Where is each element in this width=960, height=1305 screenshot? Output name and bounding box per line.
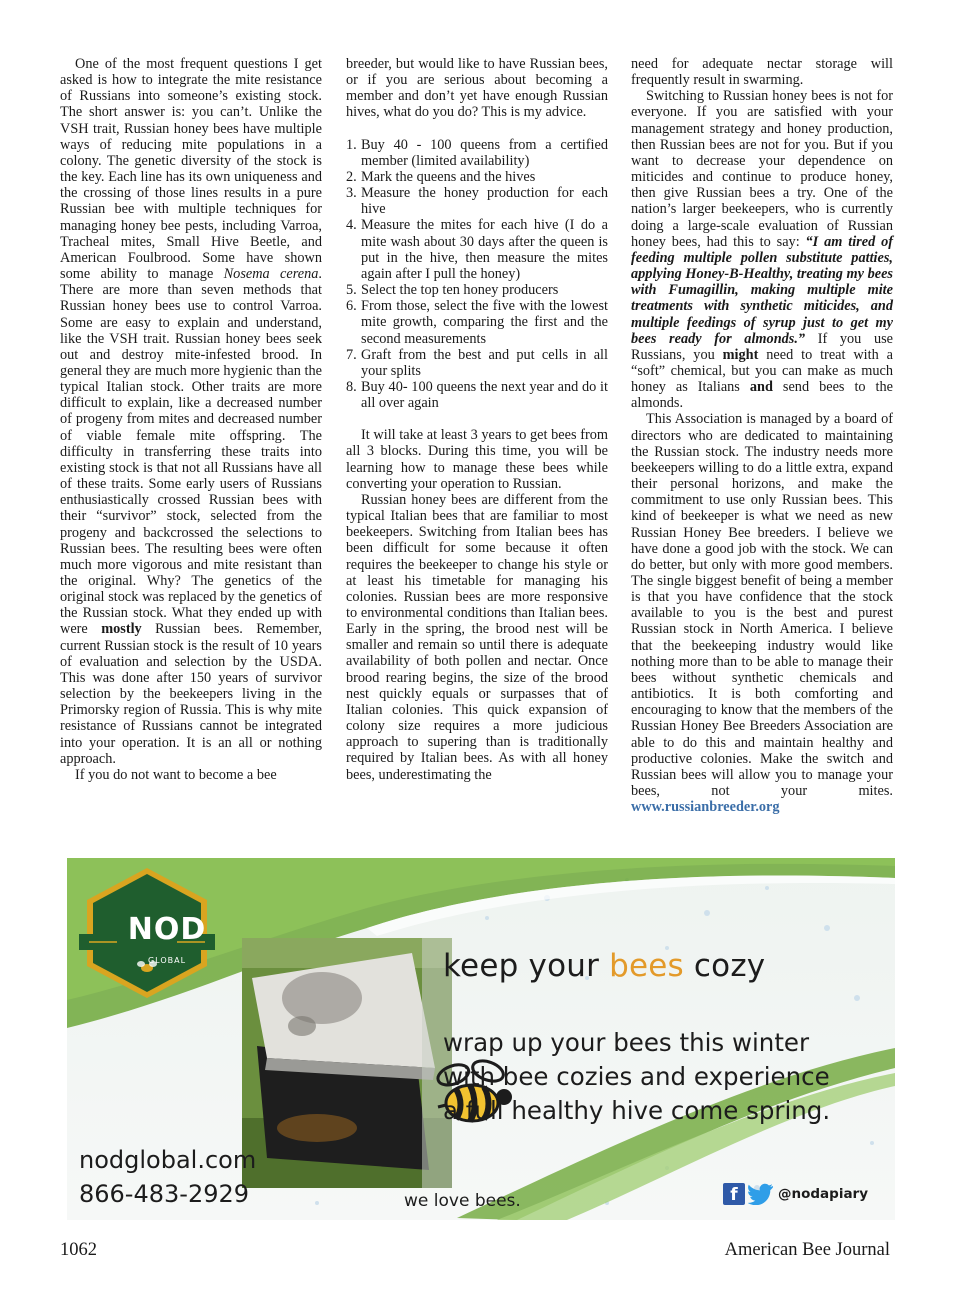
- paragraph: Switching to Russian honey bees is not for everyone. If you are satisfied with your management strategy and honey production, then Russian bees are not for you. But if you want to decrease your dependence on miticides and continue to produce honey, then give Russian bees a try. One of the nation’s larger beekeepers, who is currently doing a large-scale evaluation of Russian honey bees, had this to say: “I am tired of feeding multiple pollen substitute patties, applying Honey-B-Healthy, treating my bees with Fumagillin, making multiple mite treatments with synthetic miticides, and multiple feedings of syrup just to get my bees ready for almonds.” If you use Russians, you might need to treat with a “soft” chemical, but you can make as much honey as Italians and send bees to the almonds.: [631, 88, 894, 412]
- ad-tagline: we love bees.: [404, 1191, 521, 1211]
- list-item: 5. Select the top ten honey producers: [346, 282, 559, 299]
- list-item: 7. Graft from the best and put cells in all your splits: [346, 346, 608, 379]
- social-handle[interactable]: @nodapiary: [778, 1186, 869, 1202]
- article-column-3: [631, 56, 893, 815]
- nod-logo-wordmark: NOD: [127, 912, 207, 947]
- list-item: 8. Buy 40- 100 queens the next year and do it all over again: [346, 378, 608, 412]
- list-item: 6. From those, select the five with the lowest mite growth, comparing the first and the second measurements: [346, 298, 608, 347]
- nod-global-advertisement[interactable]: [67, 858, 895, 1220]
- list-item: 1. Buy 40 - 100 queens from a certified member (limited availability): [346, 136, 608, 169]
- journal-title: American Bee Journal: [724, 1240, 890, 1260]
- paragraph: One of the most frequent questions I get asked is how to integrate the mite resistance of Russians into someone’s existing stock. The short answer is: you can’t. Unlike the VSH trait, Russian honey bees have multiple ways of reducing mite populations in a colony. The genetic diversity of the stock is the key. Each line has its own uniqueness and the crossing of those lines results in a pure Russian bee with multiple techniques for managing honey bee pests, including Varroa, Tracheal mites, Small Hive Beetle, and American Foulbrood. Some have shown some ability to manage Nosema cerena. There are more than seven methods that Russian honey bees use to control Varroa. Some are easy to explain and understand, like the VSH trait. Russian honey bees seek out and destroy mite-infested brood. In general they are much more hygienic than the typical Italian stock. Other traits are more difficult to explain, like a decreased number of progeny from mites and decreased number of viable female mite offspring. The difficulty in transferring these traits into existing stock is that not all Russians have all of these traits. Some early users of Russians enthusiastically crossed Russian bees with their “survivor” stock, selected from the progeny and backcrossed the selections to Russian bees. The resulting bees were often much more vigorous and mite resistant than the original. Why? The genetics of the original stock was replaced by the genetics of the Russian stock. What they ended up with were mostly Russian bees. Remember, current Russian stock is the result of 10 years of evaluation and selection by the USDA. This was done after 150 years of survivor selection by the beekeepers living in the Primorsky region of Russia. This is why mite resistance of Russians cannot be integrated into your operation. It is an all or nothing approach.: [60, 56, 322, 767]
- ad-headline: keep your bees cozy: [443, 948, 766, 984]
- ad-body-copy: wrap up your bees this winter with bee cozies and experience a full healthy hive come spring.: [443, 1028, 831, 1125]
- facebook-icon[interactable]: f: [723, 1183, 745, 1205]
- list-item: 2. Mark the queens and the hives: [346, 168, 536, 185]
- advice-list: [346, 137, 608, 412]
- article-column-1: [60, 56, 322, 783]
- paragraph: breeder, but would like to have Russian bees, or if you are serious about becoming a member and don’t yet have enough Russian hives, what do you do? This is my advice.: [346, 56, 608, 121]
- nod-logo-subtitle: GLOBAL: [147, 956, 187, 965]
- article-column-2: [346, 56, 608, 783]
- ad-website[interactable]: nodglobal.com: [79, 1146, 257, 1174]
- paragraph: need for adequate nectar storage will frequently result in swarming.: [631, 56, 893, 89]
- paragraph: It will take at least 3 years to get bees from all 3 blocks. During this time, you will be learning how to manage these bees while converting your operation to Russian.: [346, 427, 608, 492]
- hive-photo: [242, 938, 452, 1188]
- list-item: 4. Measure the mites for each hive (I do a mite wash about 30 days after the queen is put in the hive, then measure the mites again after I pull the honey): [346, 217, 608, 282]
- paragraph: If you do not want to become a bee: [75, 766, 277, 783]
- list-item: 3. Measure the honey production for each hive: [346, 185, 608, 218]
- paragraph: Russian honey bees are different from the typical Italian bees that are familiar to most beekeepers. Switching from Italian bees has been difficult for some because it often requires the beekeeper to change his style or at least his timetable for managing his colonies. Russian bees are more responsive to environmental conditions than Italian bees. Early in the spring, the brood nest will be smaller and remain so until there is adequate availability of both pollen and nectar. Once brood rearing begins, the size of the brood nest quickly equals or surpasses that of Italian colonies. This quick expansion of colony size requires a more judicious approach to supering than is traditionally required by Italian bees. As with all honey bees, underestimating the: [346, 491, 608, 783]
- russianbreeder-link[interactable]: www.russianbreeder.org: [631, 799, 780, 816]
- twitter-icon[interactable]: [748, 1183, 774, 1205]
- page-number: 1062: [60, 1240, 97, 1260]
- ad-social-links: [723, 1182, 868, 1206]
- ad-phone-number: 866-483-2929: [79, 1180, 250, 1208]
- paragraph: This Association is managed by a board of directors who are dedicated to maintaining the Russian stock. The industry needs more beekeepers willing to do a little extra, expand their personal horizons, and make the commitment to use only Russian bees. This kind of beekeeper is what we need as new Russian Honey Bee breeders. I believe we have done a good job with the stock. We can do better, but only with more good members. The single biggest benefit of being a member is that you have confidence that the stock available to you is the best and purest Russian stock in North America. I believe that the beekeeping industry would like nothing more than to be able to manage their bees without synthetic chemicals and antibiotics. It is both comforting and encouraging to know that the members of the Russian Honey Bee Breeders Association are able to do this and maintain healthy and productive colonies. Make the switch and Russian bees will allow you to manage your bees, not your mites. www.russianbreeder.org: [631, 411, 893, 816]
